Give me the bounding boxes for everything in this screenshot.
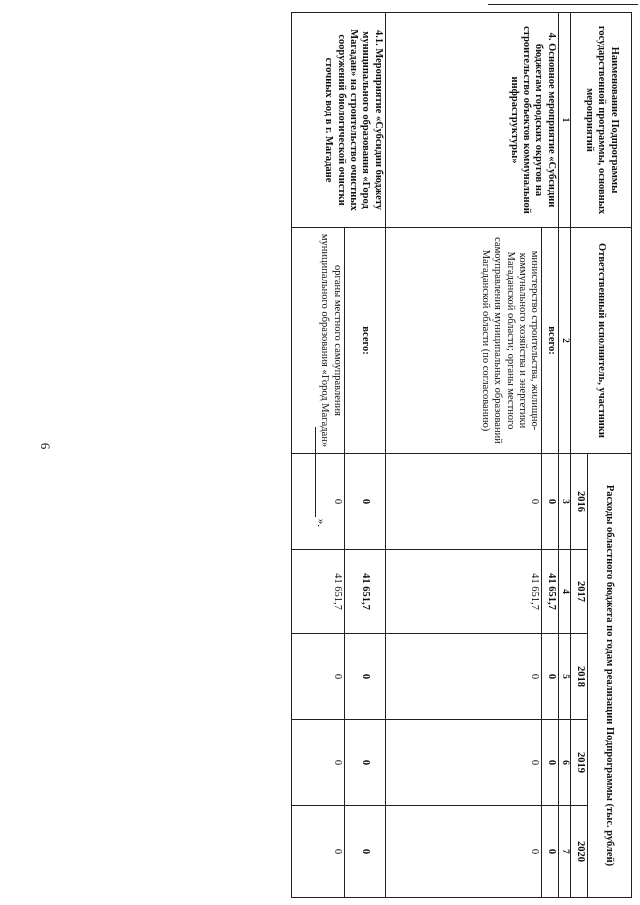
col-number-7: 7 <box>558 806 570 898</box>
header-year-2018: 2018 <box>571 634 588 720</box>
col-number-3: 3 <box>558 454 570 550</box>
closing-mark <box>313 397 327 527</box>
measure-4-1-name: 4.1. Мероприятие «Субсидии бюджету муниципального образования «Город Магадан» на строительство очистных сооружений биологической очистки сточных вод в г. Магадане <box>291 13 385 228</box>
measure-4-name: 4. Основное мероприятие «Субсидии бюджетам городских округов на строительство объектов коммунальной инфраструктуры» <box>508 26 557 214</box>
value-cell: 0 <box>385 806 542 898</box>
value-cell: 0 <box>542 806 558 898</box>
header-year-2016: 2016 <box>571 454 588 550</box>
header-executor: Ответственный исполнитель, участники <box>571 228 632 454</box>
header-year-2020: 2020 <box>571 806 588 898</box>
header-year-2017: 2017 <box>571 550 588 634</box>
value-cell: 41 651,7 <box>542 550 558 634</box>
value-cell: 0 <box>542 634 558 720</box>
top-rule <box>488 4 638 5</box>
total-label: всего: <box>344 228 385 454</box>
header-year-2019: 2019 <box>571 720 588 806</box>
value-cell: 0 <box>542 454 558 550</box>
executor-cell: министерство строительства, жилищно-коммунального хозяйства и энергетики Магаданской области; органы местного самоуправления муниципальных образований Магаданской области (по согласованию) <box>385 228 542 454</box>
value-cell: 41 651,7 <box>385 550 542 634</box>
col-number-1: 1 <box>558 13 570 228</box>
closing-quote: ». <box>315 518 327 527</box>
value-cell: 0 <box>344 634 385 720</box>
value-cell: 0 <box>344 720 385 806</box>
value-cell: 0 <box>385 720 542 806</box>
value-cell: 41 651,7 <box>344 550 385 634</box>
value-cell: 0 <box>542 720 558 806</box>
value-cell: 0 <box>291 454 344 550</box>
table-row <box>542 13 558 898</box>
col-number-6: 6 <box>558 720 570 806</box>
col-number-5: 5 <box>558 634 570 720</box>
rotated-content <box>72 12 632 897</box>
total-label: всего: <box>542 228 558 454</box>
header-expenses: Расходы областного бюджета по годам реализации Подпрограммы (тыс. рублей) <box>587 454 631 898</box>
header-program-name: Наименование Подпрограммы государственной программы, основных мероприятий <box>571 13 632 228</box>
value-cell: 0 <box>385 454 542 550</box>
value-cell: 41 651,7 <box>291 550 344 634</box>
value-cell: 0 <box>291 720 344 806</box>
rotated-page <box>72 12 632 897</box>
col-number-2: 2 <box>558 228 570 454</box>
value-cell: 0 <box>291 806 344 898</box>
page-number: 6 <box>38 442 53 450</box>
value-cell: 0 <box>344 806 385 898</box>
col-number-4: 4 <box>558 550 570 634</box>
table-row <box>344 13 385 898</box>
value-cell: 0 <box>385 634 542 720</box>
closing-line <box>315 427 324 517</box>
expenses-table <box>291 12 632 898</box>
value-cell: 0 <box>344 454 385 550</box>
executor-cell: органы местного самоуправления муниципального образования «Город Магадан» <box>291 228 344 454</box>
value-cell: 0 <box>291 634 344 720</box>
